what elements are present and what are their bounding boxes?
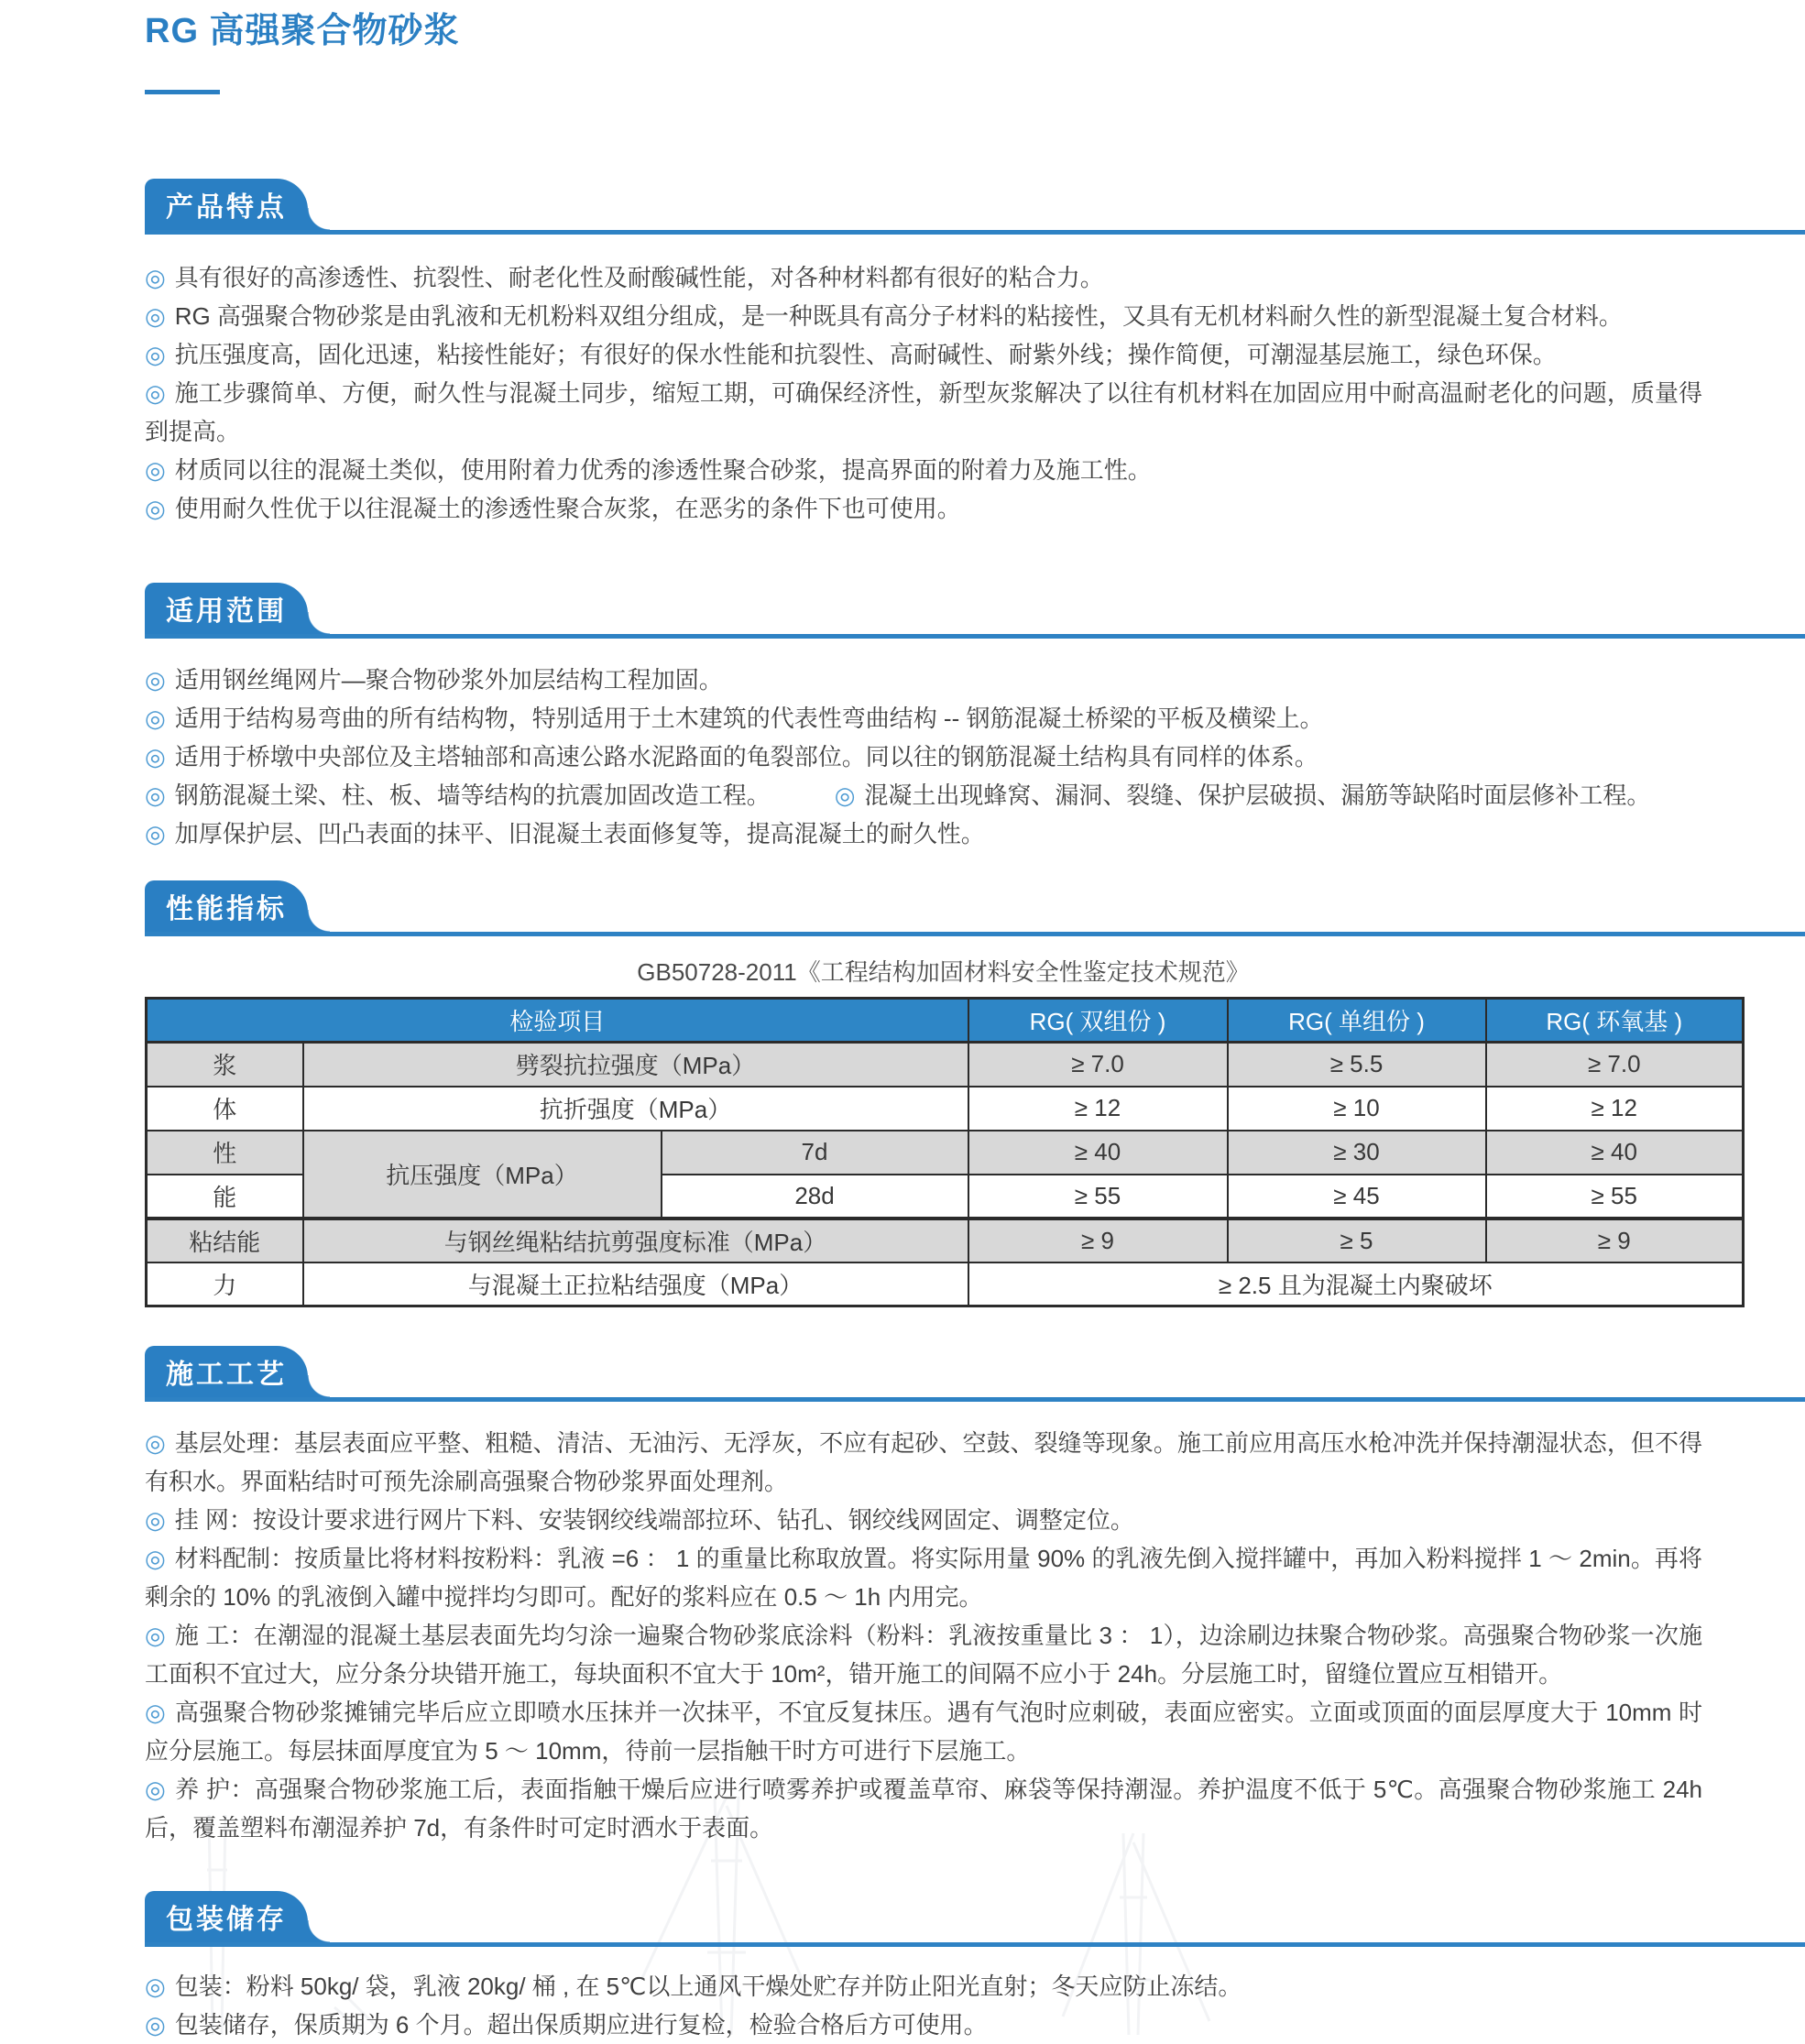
process-item bbox=[145, 1693, 1702, 1770]
section-header-performance bbox=[145, 880, 1805, 936]
bullet-icon: ◎ bbox=[145, 2011, 166, 2039]
scope-text: 加厚保护层、凹凸表面的抹平、旧混凝土表面修复等，提高混凝土的耐久性。 bbox=[174, 820, 985, 847]
group-label-cell: 浆 bbox=[147, 1043, 303, 1087]
bullet-icon: ◎ bbox=[145, 1973, 166, 2000]
column-header-rg-single: RG( 单组份 ) bbox=[1228, 999, 1486, 1043]
section-title-scope: 适用范围 bbox=[166, 596, 287, 627]
process-item bbox=[145, 1501, 1702, 1539]
subitem-cell: 28d bbox=[662, 1175, 968, 1219]
value-cell: ≥ 40 bbox=[1486, 1131, 1744, 1175]
value-cell: ≥ 10 bbox=[1228, 1087, 1486, 1131]
item-cell: 与钢丝绳粘结抗剪强度标准（MPa） bbox=[303, 1219, 968, 1262]
section-badge-features bbox=[145, 179, 308, 230]
packaging-item bbox=[145, 2006, 1702, 2044]
scope-text: 适用于结构易弯曲的所有结构物，特别适用于土木建筑的代表性弯曲结构 -- 钢筋混凝土桥梁的平板及横梁上。 bbox=[174, 705, 1324, 732]
packaging-list bbox=[145, 1967, 1702, 2044]
subitem-cell: 7d bbox=[662, 1131, 968, 1175]
table-row bbox=[147, 1043, 1744, 1087]
section-header-scope bbox=[145, 583, 1805, 639]
bullet-icon: ◎ bbox=[145, 264, 166, 291]
bullet-icon: ◎ bbox=[145, 666, 166, 694]
item-cell: 劈裂抗拉强度（MPa） bbox=[303, 1043, 968, 1087]
value-cell: ≥ 9 bbox=[968, 1219, 1228, 1262]
scope-item bbox=[145, 661, 1702, 699]
scope-item-double bbox=[145, 776, 1702, 814]
section-badge-process bbox=[145, 1346, 308, 1397]
section-rule bbox=[145, 634, 1805, 639]
bullet-icon: ◎ bbox=[145, 1699, 167, 1726]
bullet-icon: ◎ bbox=[145, 341, 166, 368]
process-text: 施 工：在潮湿的混凝土基层表面先均匀涂一遍聚合物砂浆底涂料（粉料：乳液按重量比 3 ： 1），边涂刷边抹聚合物砂浆。高强聚合物砂浆一次施工面积不宜过大，应分条分块错开施工，每块面积不宜大于 10m²，错开施工的间隔不应小于 24h。分层施工时，留缝位置应互相错开。 bbox=[145, 1622, 1702, 1688]
section-title-process: 施工工艺 bbox=[166, 1360, 287, 1390]
section-badge-performance bbox=[145, 880, 308, 932]
scope-text: 钢筋混凝土梁、柱、板、墙等结构的抗震加固改造工程。 bbox=[174, 782, 771, 809]
packaging-text: 包装：粉料 50kg/ 袋，乳液 20kg/ 桶 , 在 5℃以上通风干燥处贮存并防止阳光直射；冬天应防止冻结。 bbox=[174, 1973, 1242, 2000]
feature-item bbox=[145, 451, 1702, 489]
performance-standard-caption: GB50728-2011《工程结构加固材料安全性鉴定技术规范》 bbox=[637, 958, 1250, 986]
bullet-icon: ◎ bbox=[145, 456, 166, 484]
value-cell: ≥ 5.5 bbox=[1228, 1043, 1486, 1087]
group-label-cell: 力 bbox=[147, 1262, 303, 1306]
feature-item bbox=[145, 374, 1702, 451]
process-text: 高强聚合物砂浆摊铺完毕后应立即喷水压抹并一次抹平，不宜反复抹压。遇有气泡时应刺破，表面应密实。立面或顶面的面层厚度大于 10mm 时应分层施工。每层抹面厚度宜为 5 ～ 10mm，待前一层指触干时方可进行下层施工。 bbox=[145, 1699, 1703, 1765]
process-text: 挂 网：按设计要求进行网片下料、安装钢绞线端部拉环、钻孔、钢绞线网固定、调整定位。 bbox=[174, 1506, 1134, 1534]
bullet-icon: ◎ bbox=[145, 379, 166, 407]
bullet-icon: ◎ bbox=[145, 1622, 166, 1649]
feature-text: 使用耐久性优于以往混凝土的渗透性聚合灰浆，在恶劣的条件下也可使用。 bbox=[174, 495, 961, 522]
packaging-item bbox=[145, 1967, 1702, 2006]
table-row bbox=[147, 1087, 1744, 1131]
process-text: 养 护：高强聚合物砂浆施工后，表面指触干燥后应进行喷雾养护或覆盖草帘、麻袋等保持潮湿。养护温度不低于 5℃。高强聚合物砂浆施工 24h 后，覆盖塑料布潮湿养护 7d，有条件时可定时洒水于表面。 bbox=[145, 1776, 1703, 1842]
group-label-cell: 性 bbox=[147, 1131, 303, 1175]
value-cell: ≥ 7.0 bbox=[968, 1043, 1228, 1087]
section-header-packaging bbox=[145, 1891, 1805, 1947]
table-row bbox=[147, 1219, 1744, 1262]
table-header-row bbox=[147, 999, 1744, 1043]
feature-item bbox=[145, 489, 1702, 528]
bullet-icon: ◎ bbox=[145, 743, 166, 771]
scope-item bbox=[145, 699, 1702, 738]
section-rule bbox=[145, 932, 1805, 936]
feature-item bbox=[145, 258, 1702, 297]
value-cell: ≥ 12 bbox=[1486, 1087, 1744, 1131]
table-row bbox=[147, 1131, 1744, 1175]
process-text: 基层处理：基层表面应平整、粗糙、清洁、无油污、无浮灰，不应有起砂、空鼓、裂缝等现象。施工前应用高压水枪冲洗并保持潮湿状态，但不得有积水。界面粘结时可预先涂刷高强聚合物砂浆界面处理剂。 bbox=[145, 1429, 1702, 1495]
feature-text: 施工步骤简单、方便，耐久性与混凝土同步，缩短工期，可确保经济性，新型灰浆解决了以往有机材料在加固应用中耐高温耐老化的问题，质量得到提高。 bbox=[145, 379, 1702, 445]
value-cell: ≥ 30 bbox=[1228, 1131, 1486, 1175]
bullet-icon: ◎ bbox=[145, 1776, 167, 1803]
item-cell-compressive: 抗压强度（MPa） bbox=[303, 1131, 662, 1219]
value-cell: ≥ 55 bbox=[968, 1175, 1228, 1219]
feature-text: 抗压强度高，固化迅速，粘接性能好；有很好的保水性能和抗裂性、高耐碱性、耐紫外线；操作简便，可潮湿基层施工，绿色环保。 bbox=[174, 341, 1557, 368]
performance-table bbox=[145, 997, 1745, 1307]
feature-text: 具有很好的高渗透性、抗裂性、耐老化性及耐酸碱性能，对各种材料都有很好的粘合力。 bbox=[174, 264, 1104, 291]
page-title: RG 高强聚合物砂浆 bbox=[145, 12, 460, 50]
column-header-rg-double: RG( 双组份 ) bbox=[968, 999, 1228, 1043]
scope-list bbox=[145, 661, 1702, 853]
feature-text: 材质同以往的混凝土类似，使用附着力优秀的渗透性聚合砂浆，提高界面的附着力及施工性。 bbox=[174, 456, 1152, 484]
bullet-icon: ◎ bbox=[145, 705, 166, 732]
group-label-cell: 体 bbox=[147, 1087, 303, 1131]
bullet-icon: ◎ bbox=[145, 1545, 166, 1572]
section-badge-packaging bbox=[145, 1891, 308, 1942]
column-header-item: 检验项目 bbox=[147, 999, 968, 1043]
section-rule bbox=[145, 1942, 1805, 1947]
group-label-cell: 粘结能 bbox=[147, 1219, 303, 1262]
item-cell: 与混凝土正拉粘结强度（MPa） bbox=[303, 1262, 968, 1306]
scope-item bbox=[145, 814, 1702, 853]
section-title-features: 产品特点 bbox=[166, 192, 287, 223]
scope-text: 混凝土出现蜂窝、漏洞、裂缝、保护层破损、漏筋等缺陷时面层修补工程。 bbox=[864, 782, 1651, 809]
feature-text: RG 高强聚合物砂浆是由乳液和无机粉料双组分组成，是一种既具有高分子材料的粘接性，又具有无机材料耐久性的新型混凝土复合材料。 bbox=[174, 302, 1623, 330]
process-item bbox=[145, 1616, 1702, 1693]
process-list bbox=[145, 1424, 1702, 1847]
value-cell: ≥ 7.0 bbox=[1486, 1043, 1744, 1087]
section-rule bbox=[145, 230, 1805, 235]
value-cell: ≥ 5 bbox=[1228, 1219, 1486, 1262]
process-item bbox=[145, 1539, 1702, 1616]
bullet-icon: ◎ bbox=[834, 782, 856, 809]
value-cell: ≥ 45 bbox=[1228, 1175, 1486, 1219]
group-label-cell: 能 bbox=[147, 1175, 303, 1219]
scope-text: 适用于桥墩中央部位及主塔轴部和高速公路水泥路面的龟裂部位。同以往的钢筋混凝土结构具有同样的体系。 bbox=[174, 743, 1318, 771]
value-cell: ≥ 9 bbox=[1486, 1219, 1744, 1262]
bullet-icon: ◎ bbox=[145, 495, 166, 522]
feature-item bbox=[145, 297, 1702, 335]
process-item bbox=[145, 1424, 1702, 1501]
scope-text: 适用钢丝绳网片—聚合物砂浆外加层结构工程加固。 bbox=[174, 666, 723, 694]
features-list bbox=[145, 258, 1702, 528]
section-header-features bbox=[145, 179, 1805, 235]
value-cell: ≥ 40 bbox=[968, 1131, 1228, 1175]
bullet-icon: ◎ bbox=[145, 820, 166, 847]
title-divider bbox=[145, 90, 220, 94]
section-title-packaging: 包装储存 bbox=[166, 1905, 287, 1935]
process-text: 材料配制：按质量比将材料按粉料：乳液 =6 ： 1 的重量比称取放置。将实际用量 90% 的乳液先倒入搅拌罐中，再加入粉料搅拌 1 ～ 2min。再将剩余的 10% 的乳液倒入罐中搅拌均匀即可。配好的浆料应在 0.5 ～ 1h 内用完。 bbox=[145, 1545, 1702, 1611]
bullet-icon: ◎ bbox=[145, 1429, 166, 1457]
section-title-performance: 性能指标 bbox=[166, 894, 287, 924]
item-cell: 抗折强度（MPa） bbox=[303, 1087, 968, 1131]
section-rule bbox=[145, 1397, 1805, 1402]
value-cell: ≥ 12 bbox=[968, 1087, 1228, 1131]
packaging-text: 包装储存，保质期为 6 个月。超出保质期应进行复检，检验合格后方可使用。 bbox=[174, 2011, 988, 2039]
bullet-icon: ◎ bbox=[145, 302, 166, 330]
value-cell: ≥ 55 bbox=[1486, 1175, 1744, 1219]
scope-item bbox=[145, 738, 1702, 776]
bullet-icon: ◎ bbox=[145, 1506, 166, 1534]
section-badge-scope bbox=[145, 583, 308, 634]
table-row bbox=[147, 1262, 1744, 1306]
column-header-rg-epoxy: RG( 环氧基 ) bbox=[1486, 999, 1744, 1043]
merged-value-cell: ≥ 2.5 且为混凝土内聚破坏 bbox=[968, 1262, 1744, 1306]
section-header-process bbox=[145, 1346, 1805, 1402]
process-item bbox=[145, 1770, 1702, 1847]
feature-item bbox=[145, 335, 1702, 374]
bullet-icon: ◎ bbox=[145, 782, 166, 809]
